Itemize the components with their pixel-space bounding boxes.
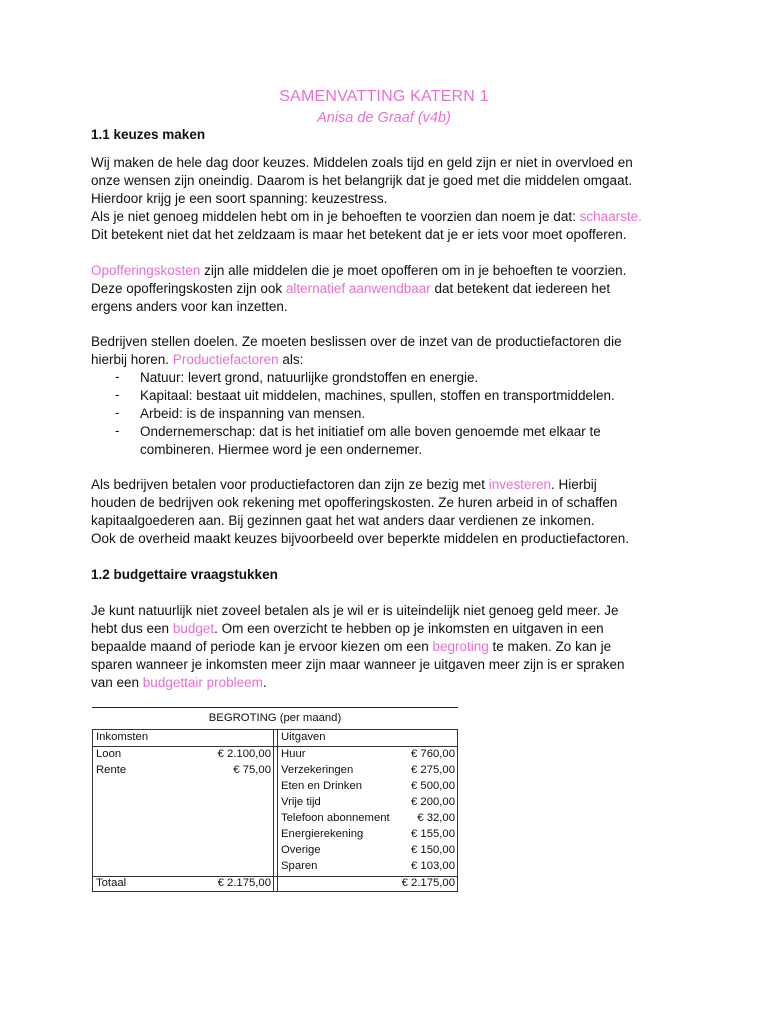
paragraph-line: Ook de overheid maakt keuzes bijvoorbeeld over beperkte middelen en productiefactoren.: [91, 531, 630, 546]
author-subtitle: Anisa de Graaf (v4b): [317, 110, 451, 126]
text-span: van een: [91, 675, 143, 690]
keyword-productiefactoren: Productiefactoren: [172, 352, 279, 367]
paragraph-line: [91, 674, 267, 692]
expense-label: Energierekening: [281, 828, 364, 840]
paragraph-line: Bedrijven stellen doelen. Ze moeten beslissen over de inzet van de productiefactoren die: [91, 334, 622, 349]
expense-amount: € 32,00: [417, 812, 455, 824]
bullet-mark: -: [115, 369, 120, 384]
keyword-alternatief-aanwendbaar: alternatief aanwendbaar: [285, 281, 431, 296]
income-amount: € 2.100,00: [217, 748, 271, 760]
keyword-budget: budget: [172, 621, 215, 636]
table-grid: [92, 729, 458, 892]
income-amount: € 75,00: [233, 764, 271, 776]
paragraph-line: Je kunt natuurlijk niet zoveel betalen als je wil er is uiteindelijk niet genoeg geld meer. Je: [91, 603, 619, 618]
paragraph-line: onze wensen zijn oneindig. Daarom is het belangrijk dat je goed met die middelen omgaat.: [91, 173, 633, 188]
expense-label: Verzekeringen: [281, 764, 354, 776]
text-span: . Om een overzicht te hebben op je inkomsten en uitgaven in een: [214, 621, 604, 636]
paragraph-line: kapitaalgoederen aan. Bij gezinnen gaat het wat anders daar verdienen ze inkomen.: [91, 513, 595, 528]
income-label: Loon: [96, 748, 122, 760]
column-header-income: Inkomsten: [96, 731, 149, 743]
text-span: als:: [278, 352, 304, 367]
paragraph-line: [91, 208, 642, 226]
expense-amount: € 500,00: [411, 780, 455, 792]
text-span: Deze opofferingskosten zijn ook: [91, 281, 286, 296]
list-item: Arbeid: is de inspanning van mensen.: [140, 406, 366, 421]
text-span: hierbij horen.: [91, 352, 173, 367]
list-item-continuation: combineren. Hiermee word je een ondernemer.: [140, 442, 423, 457]
text-span: .: [262, 675, 267, 690]
paragraph-line: ergens anders voor kan inzetten.: [91, 299, 288, 314]
column-header-expenses: Uitgaven: [281, 731, 326, 743]
paragraph-line: Wij maken de hele dag door keuzes. Middelen zoals tijd en geld zijn er niet in overvloed en: [91, 155, 633, 170]
expense-label: Eten en Drinken: [281, 780, 363, 792]
expense-label: Huur: [281, 748, 306, 760]
paragraph-line: houden de bedrijven ook rekening met opofferingskosten. Ze huren arbeid in of schaffen: [91, 495, 618, 510]
column-divider: [277, 730, 278, 891]
keyword-budgettair-probleem: budgettair probleem: [142, 675, 263, 690]
header-row-rule: [93, 746, 457, 747]
expense-label: Overige: [281, 844, 321, 856]
section-heading-budgettaire: 1.2 budgettaire vraagstukken: [91, 567, 278, 582]
text-span: dat betekent dat iedereen het: [430, 281, 611, 296]
paragraph-line: [91, 262, 626, 280]
table-caption: BEGROTING (per maand): [208, 712, 342, 724]
list-item: Kapitaal: bestaat uit middelen, machines, spullen, stoffen en transportmiddelen.: [140, 388, 615, 403]
expense-label: Vrije tijd: [281, 796, 321, 808]
text-span: bepaalde maand of periode kan je ervoor kiezen om een: [91, 639, 433, 654]
expense-amount: € 275,00: [411, 764, 455, 776]
paragraph-line: Hierdoor krijg je een soort spanning: keuzestress.: [91, 191, 388, 206]
paragraph-line: Dit betekent niet dat het zeldzaam is maar het betekent dat je er iets voor moet opofferen.: [91, 227, 627, 242]
paragraph-line: [91, 280, 610, 298]
text-span: hebt dus een: [91, 621, 173, 636]
total-income: € 2.175,00: [217, 877, 271, 889]
expense-label: Sparen: [281, 860, 318, 872]
list-item: Ondernemerschap: dat is het initiatief om alle boven genoemde met elkaar te: [140, 424, 601, 439]
expense-amount: € 103,00: [411, 860, 455, 872]
keyword-opofferingskosten: Opofferingskosten: [91, 263, 201, 278]
total-label: Totaal: [96, 877, 127, 889]
bullet-mark: -: [115, 387, 120, 402]
paragraph-line: [91, 476, 597, 494]
paragraph-line: [91, 351, 303, 369]
text-span: zijn alle middelen die je moet opofferen om in je behoeften te voorzien.: [200, 263, 627, 278]
paragraph-line: [91, 638, 611, 656]
keyword-begroting: begroting: [432, 639, 489, 654]
bullet-mark: -: [115, 423, 120, 438]
expense-amount: € 760,00: [411, 748, 455, 760]
keyword-investeren: investeren: [488, 477, 552, 492]
text-span: . Hierbij: [551, 477, 597, 492]
bullet-mark: -: [115, 405, 120, 420]
expense-amount: € 200,00: [411, 796, 455, 808]
page-title: SAMENVATTING KATERN 1: [279, 88, 489, 105]
text-span: Als je niet genoeg middelen hebt om in je behoeften te voorzien dan noem je dat:: [91, 209, 580, 224]
table-top-rule: [92, 707, 458, 708]
expense-amount: € 150,00: [411, 844, 455, 856]
total-expenses: € 2.175,00: [401, 877, 455, 889]
text-span: Als bedrijven betalen voor productiefactoren dan zijn ze bezig met: [91, 477, 489, 492]
paragraph-line: sparen wanneer je inkomsten meer zijn maar wanneer je uitgaven meer zijn is er spraken: [91, 657, 625, 672]
income-label: Rente: [96, 764, 127, 776]
expense-amount: € 155,00: [411, 828, 455, 840]
keyword-schaarste: schaarste.: [579, 209, 642, 224]
list-item: Natuur: levert grond, natuurlijke grondstoffen en energie.: [140, 370, 479, 385]
paragraph-line: [91, 620, 604, 638]
section-heading-keuzes: 1.1 keuzes maken: [91, 127, 206, 142]
column-divider: [273, 730, 274, 891]
text-span: te maken. Zo kan je: [488, 639, 612, 654]
expense-label: Telefoon abonnement: [281, 812, 390, 824]
